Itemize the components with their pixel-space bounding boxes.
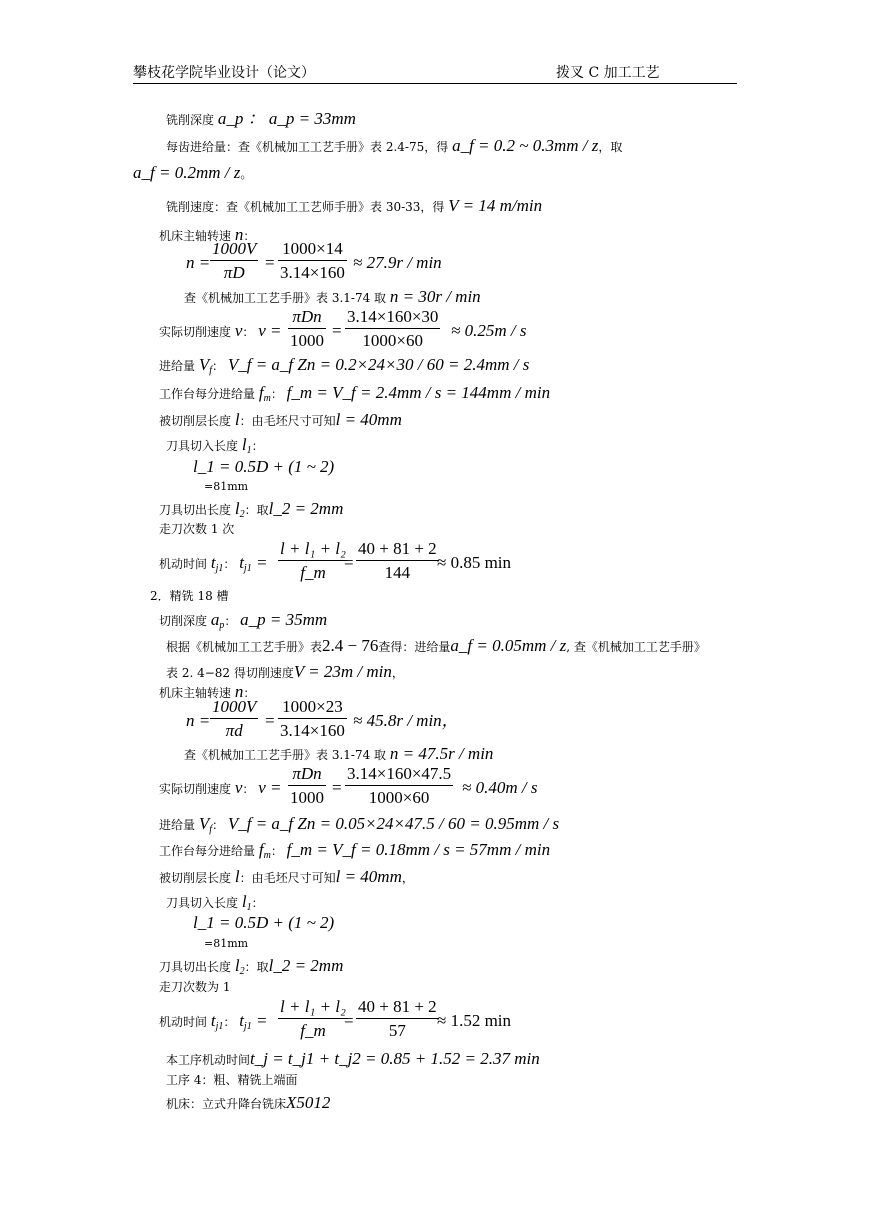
eq-v2-result: ≈ 0.40m / s: [462, 778, 538, 797]
line-cut-depth: 铣削深度 a_p ： a_p = 33mm: [166, 109, 356, 128]
line-spindle-choice-2: 查《机械加工工艺手册》表 3.1-74 取 n = 47.5r / min: [184, 744, 494, 763]
frac-2: $\frac{1000\times 14}{3.14\times 160}$: [280, 239, 345, 282]
frac-8: $\frac{1000\times 23}{3.14\times 160}$: [280, 697, 345, 740]
line-total-time: 本工序机动时间t_j = t_j1 + t_j2 = 0.85 + 1.52 = 2.37 min: [166, 1049, 540, 1068]
frac-6: $\frac{40 + 81 + 2}{144}$: [358, 539, 437, 582]
line-table-feed: 工作台每分进给量 $f_m$： f_m = V_f = 2.4mm / s = 144mm / min: [159, 383, 551, 404]
eq-v-result: ≈ 0.25m / s: [451, 321, 527, 340]
frac-4: $\frac{3.14\times 160\times 30}{1000\times 60}$: [347, 307, 439, 350]
line-actual-speed-2: 实际切削速度 v： v =: [159, 778, 282, 797]
line-pass-count-2: 走刀次数为 1: [159, 980, 231, 994]
line-cut-speed: 铣削速度：查《机械加工工艺师手册》表 30-33，得 V = 14 m/min: [166, 196, 543, 215]
l1-value: =81mm: [204, 480, 249, 493]
line-cut-depth-2: 切削深度 $a_p$： a_p = 35mm: [159, 610, 328, 631]
frac-7: $\frac{1000V}{\pi d}$: [212, 697, 257, 740]
eq-l1: l_1 = 0.5D + (1 ~ 2): [193, 457, 335, 476]
line-cut-length: 被切削层长度 l：由毛坯尺寸可知l = 40mm: [159, 410, 402, 429]
frac-10: $\frac{3.14\times 160\times 47.5}{1000\times 60}$: [347, 764, 452, 807]
line-speed-lookup-2: 表 2. 4−82 得切削速度V = 23m / min，: [166, 662, 404, 681]
line-entry-length: 刀具切入长度 $l_1$：: [166, 435, 264, 456]
line-actual-speed: 实际切削速度 v： v =: [159, 321, 282, 340]
line-exit-length-2: 刀具切出长度 $l_2$：取l_2 = 2mm: [159, 956, 344, 977]
frac-9: πDn 1000: [290, 764, 324, 807]
line-spindle-label: 机床主轴转速 n：: [159, 225, 256, 244]
line-feed-lookup-2: 根据《机械加工工艺手册》表2.4 − 76查得：进给量a_f = 0.05mm / z, 查《机械加工工艺手册》: [166, 636, 706, 655]
frac-5: $\frac{\text{l + l₁ + l₂}}{f\_m}$: [280, 539, 346, 582]
frac-11: $\frac{\text{l + l₁ + l₂}}{f\_m}$: [280, 997, 346, 1040]
line-entry-length-2: 刀具切入长度 $l_1$：: [166, 892, 264, 913]
line-exit-length: 刀具切出长度 $l_2$：取l_2 = 2mm: [159, 499, 344, 520]
eq-l1-2: l_1 = 0.5D + (1 ~ 2): [193, 913, 335, 932]
eq-n2-result: ≈ 45.8r / min，: [353, 711, 459, 730]
line-machine-time-2: 机动时间 $t_{j1}$： $t_{j1}$ =: [159, 1011, 268, 1032]
line-spindle-label-2: 机床主轴转速 n：: [159, 682, 256, 701]
l1-value-2: =81mm: [204, 937, 249, 950]
line-machine-time: 机动时间 $t_{j1}$： $t_{j1}$ =: [159, 553, 268, 574]
line-feed: 进给量 $V_f$： V_f = a_f Zn = 0.2×24×30 / 60 = 2.4mm / s: [159, 355, 530, 376]
frac-3: πDn 1000: [290, 307, 324, 350]
line-table-feed-2: 工作台每分进给量 $f_m$： f_m = V_f = 0.18mm / s = 57mm / min: [159, 840, 551, 861]
header-rule: [133, 83, 737, 84]
eq-n-lhs: n =: [186, 253, 211, 272]
section-2-title: 2．精铣 18 槽: [150, 589, 229, 603]
line-pass-count: 走刀次数 1 次: [159, 522, 235, 536]
frac-12: $\frac{40 + 81 + 2}{57}$: [358, 997, 437, 1040]
line-cut-length-2: 被切削层长度 l：由毛坯尺寸可知l = 40mm，: [159, 867, 414, 886]
line-process-4: 工序 4：粗、精铣上端面: [166, 1073, 298, 1087]
line-feed-per-tooth: 每齿进给量：查《机械加工工艺手册》表 2.4-75，得 a_f = 0.2 ~ 0.3mm / z，取: [166, 136, 623, 155]
header-right: 拨叉 C 加工工艺: [556, 65, 660, 81]
line-machine: 机床：立式升降台铣床X5012: [166, 1093, 331, 1112]
eq-t2-result: ≈ 1.52 min: [437, 1011, 512, 1030]
line-spindle-choice: 查《机械加工工艺手册》表 3.1-74 取 n = 30r / min: [184, 287, 481, 306]
header-left: 攀枝花学院毕业设计（论文）: [133, 65, 315, 81]
line-feed-2: 进给量 $V_f$： V_f = a_f Zn = 0.05×24×47.5 / 60 = 0.95mm / s: [159, 814, 560, 835]
line-feed-choice: a_f = 0.2mm / z。: [133, 163, 253, 182]
eq-n-result: ≈ 27.9r / min: [353, 253, 442, 272]
frac-1: $\frac{1000V}{\pi D}$: [212, 239, 257, 282]
eq-t1-result: ≈ 0.85 min: [437, 553, 512, 572]
